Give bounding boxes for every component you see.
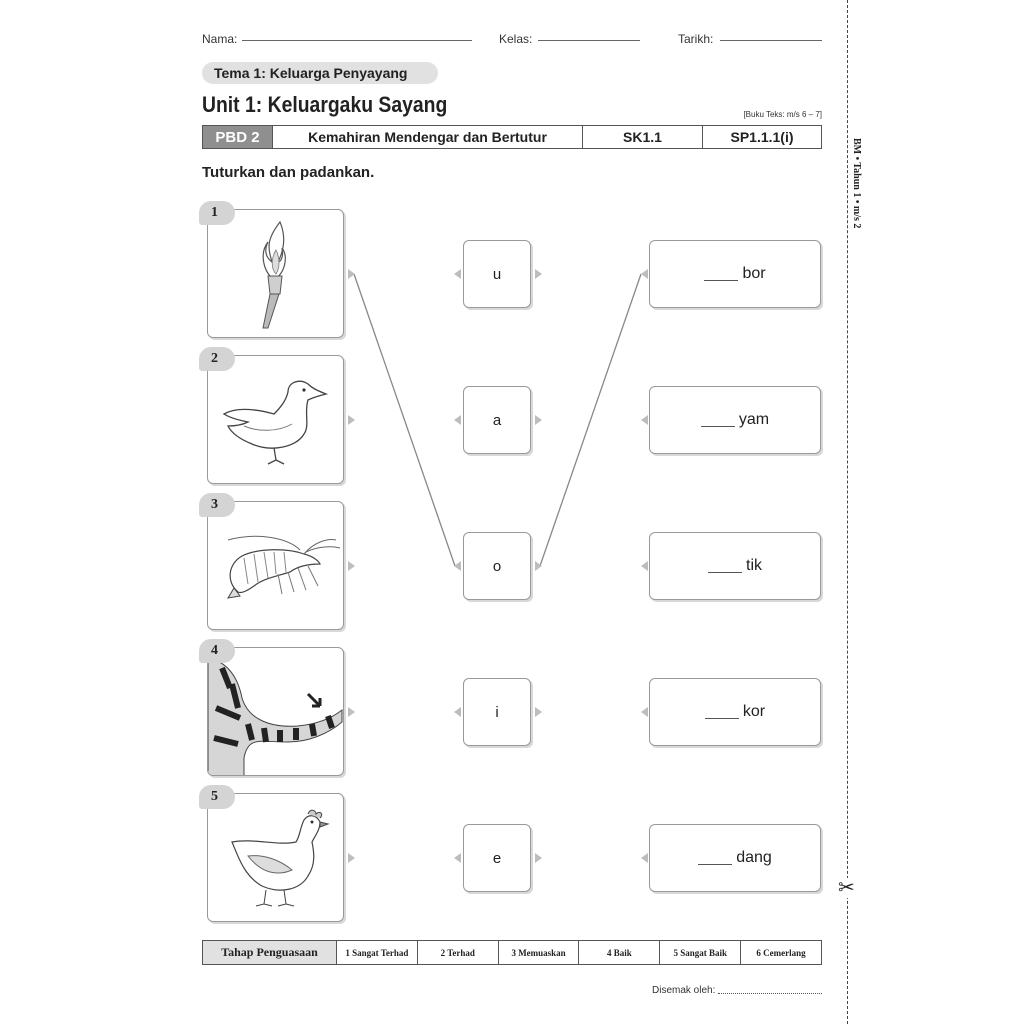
connector-left[interactable] [454,269,461,279]
picture-card-torch[interactable] [207,209,344,338]
connector-right[interactable] [348,415,355,425]
skill-label: Kemahiran Mendengar dan Bertutur [273,126,583,148]
word-box[interactable] [649,824,821,892]
word-text: yam [738,411,770,428]
tarikh-label: Tarikh: [678,32,714,46]
tiger-tail-image [208,648,344,776]
vowel-box[interactable]: e [463,824,531,892]
item-number: 5 [199,785,235,809]
buku-teks-ref: [Buku Teks: m/s 6 – 7] [743,110,822,119]
picture-card-hen[interactable] [207,793,344,922]
connector-right[interactable] [535,853,542,863]
connector-left[interactable] [641,561,648,571]
tema-badge: Tema 1: Keluarga Penyayang [202,62,438,84]
level-cell[interactable]: 4 Baik [579,941,660,964]
word-box[interactable] [649,386,821,454]
connector-right[interactable] [535,269,542,279]
blank-line[interactable] [701,414,735,427]
connector-right[interactable] [535,415,542,425]
unit-title: Unit 1: Keluargaku Sayang [202,92,448,117]
torch-image [208,210,345,339]
blank-line[interactable] [698,852,732,865]
instruction: Tuturkan dan padankan. [202,164,375,181]
tahap-penguasaan-table [202,940,822,965]
blank-line[interactable] [704,268,738,281]
word-box[interactable] [649,678,821,746]
level-cell[interactable]: 5 Sangat Baik [660,941,741,964]
connector-right[interactable] [348,561,355,571]
disemak-line[interactable] [718,993,822,994]
connector-left[interactable] [454,415,461,425]
kelas-label: Kelas: [499,32,533,46]
connector-left[interactable] [454,853,461,863]
picture-card-duck[interactable] [207,355,344,484]
connector-left[interactable] [641,415,648,425]
item-number: 1 [199,201,235,225]
item-number: 3 [199,493,235,517]
blank-line[interactable] [705,706,739,719]
disemak-label: Disemak oleh: [652,985,716,996]
vowel-box[interactable]: o [463,532,531,600]
hen-image [208,794,345,923]
prawn-image [208,502,345,631]
vowel-box[interactable]: a [463,386,531,454]
connector-right[interactable] [348,269,355,279]
duck-image [208,356,345,485]
side-label: BM • Tahun 1 • m/s 2 [851,138,862,229]
level-cell[interactable]: 2 Terhad [418,941,499,964]
word-text: tik [746,557,762,574]
word-box[interactable] [649,240,821,308]
item-number: 4 [199,639,235,663]
nama-label: Nama: [202,32,238,46]
connector-left[interactable] [454,561,461,571]
connector-left[interactable] [454,707,461,717]
word-text: dang [736,849,772,866]
connector-right[interactable] [535,561,542,571]
sk-label: SK1.1 [583,126,703,148]
level-cell[interactable]: 6 Cemerlang [756,947,806,958]
connector-right[interactable] [348,853,355,863]
answer-line-2 [540,274,641,566]
word-box[interactable] [649,532,821,600]
item-number: 2 [199,347,235,371]
level-cell[interactable]: 1 Sangat Terhad [337,941,418,964]
level-cell[interactable]: 3 Memuaskan [499,941,580,964]
picture-card-tiger-tail[interactable] [207,647,344,776]
answer-line-1 [354,274,455,566]
sp-label: SP1.1.1(i) [730,129,794,145]
pbd-label: PBD 2 [203,126,273,148]
tahap-label: Tahap Penguasaan [203,941,337,964]
vowel-box[interactable]: u [463,240,531,308]
connector-right[interactable] [348,707,355,717]
word-text: bor [742,265,766,282]
connector-left[interactable] [641,269,648,279]
connector-left[interactable] [641,707,648,717]
word-text: kor [742,703,766,720]
vowel-box[interactable]: i [463,678,531,746]
connector-left[interactable] [641,853,648,863]
scissors-icon: ✂ [838,877,855,899]
connector-right[interactable] [535,707,542,717]
picture-card-prawn[interactable] [207,501,344,630]
blank-line[interactable] [708,560,742,573]
